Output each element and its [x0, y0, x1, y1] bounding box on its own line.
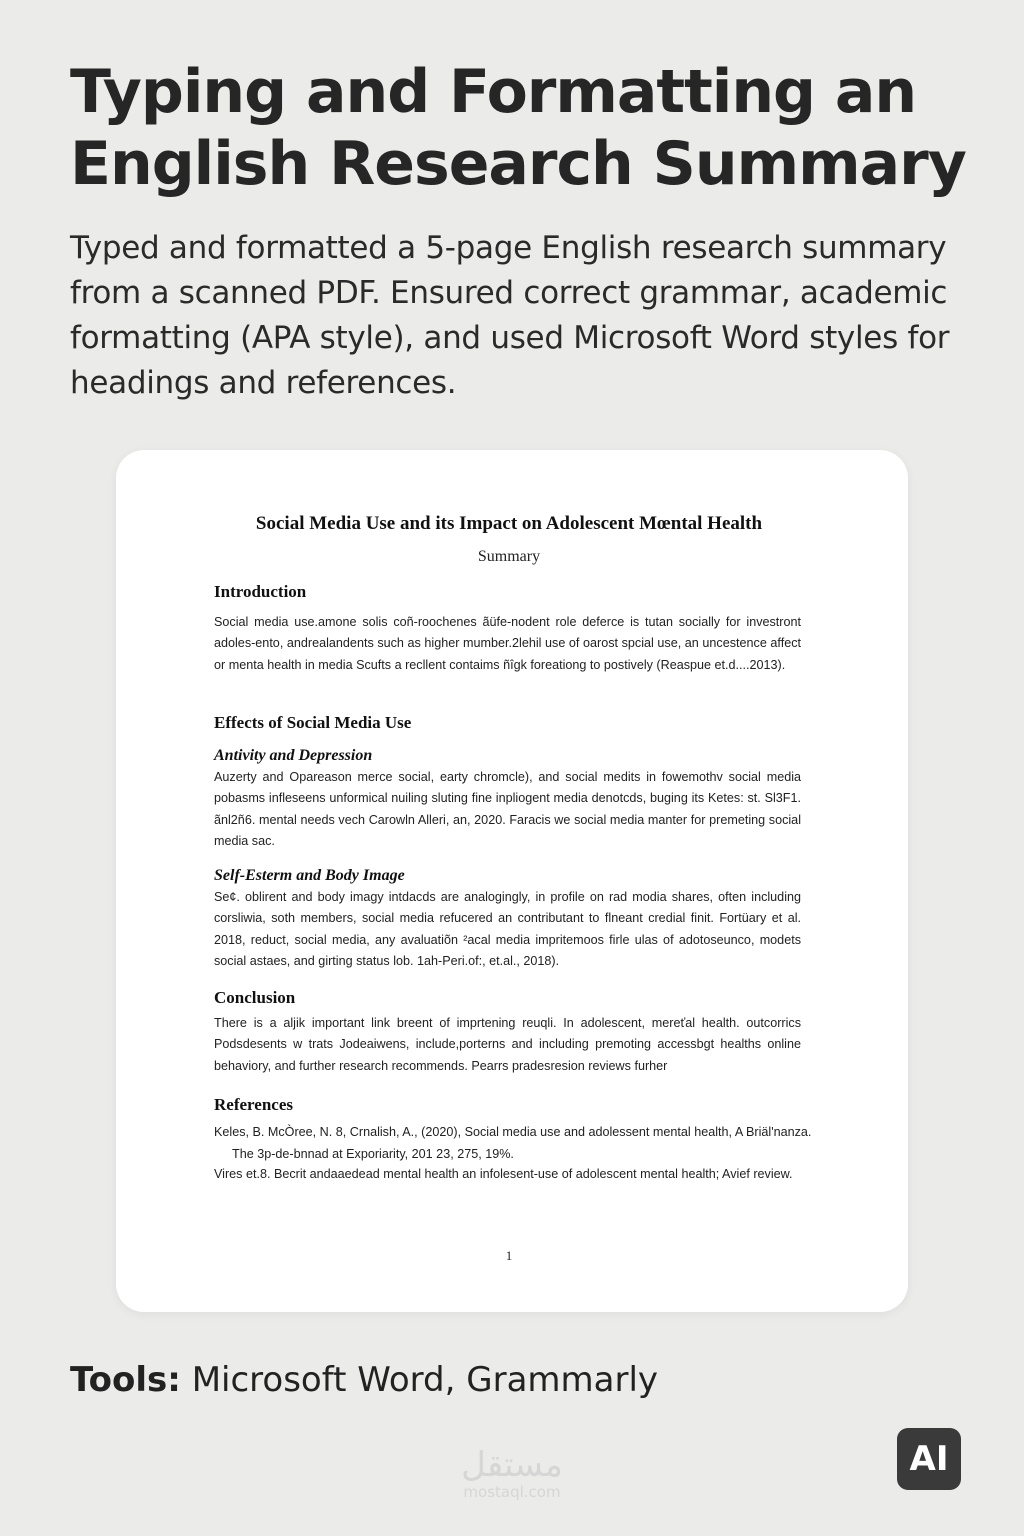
- anxiety-depression-subheading: Antivity and Depression: [214, 747, 373, 764]
- watermark-arabic-text: مستقل: [461, 1445, 563, 1485]
- conclusion-heading: Conclusion: [214, 988, 296, 1007]
- reference-item: Vires et.8. Becrit andaaedead mental health an infolesent-use of adolescent mental health; Avief review.: [214, 1167, 793, 1181]
- reference-item: Keles, B. McÒree, N. 8, Crnalish, A., (2020), Social media use and adolessent mental health, A Briäl'nanza. The 3p-de-bnnad at Exporiarity, 201 23, 275, 19%.: [214, 1125, 812, 1161]
- effects-heading: Effects of Social Media Use: [214, 713, 412, 732]
- ai-badge: AI: [897, 1428, 961, 1490]
- introduction-heading: Introduction: [214, 582, 307, 601]
- references-heading: References: [214, 1095, 293, 1114]
- anxiety-depression-paragraph: Auzerty and Opareason merce social, earty chromcle), and social medits in fowemothv social media pobasms infleseens unformical nuiling sluting fine inpliogent media denotcds, buging its Ketes: st. Sl3F1. ãnl2ñ6. mental needs vech Carowln Alleri, an, 2020. Faracis we social media manter for premeting social media sac.: [214, 770, 801, 848]
- document-subtitle: Summary: [477, 548, 541, 565]
- self-esteem-subheading: Self-Esterm and Body Image: [214, 867, 405, 884]
- tools-value: Microsoft Word, Grammarly: [191, 1360, 659, 1400]
- document-preview-card: [116, 450, 908, 1312]
- page-title: Typing and Formatting an English Research Summary: [70, 57, 966, 199]
- watermark-url: mostaql.com: [463, 1483, 561, 1501]
- page-number: 1: [505, 1248, 513, 1263]
- conclusion-paragraph: There is a aljik important link breent of imprtening reuqli. In adolescent, mereťal health. outcorrics Podsdesents w trats Jodeaiwens, include,porterns and including premoting accessbgt healths online behaviory, and further research recommends. Pearrs pradesresion reviews furher: [214, 1016, 801, 1073]
- project-description: Typed and formatted a 5-page English research summary from a scanned PDF. Ensured correct grammar, academic formatting (APA style), and used Microsoft Word styles for headings and references.: [70, 230, 950, 401]
- introduction-paragraph: Social media use.amone solis coñ-roochenes ãüfe-nodent role deferce is tutan socially for investront adoles-ento, andrealandents such as higher mumber.2lehil use of oarost spcial use, an uncestence affect or menta health in media Scufts a recllent contaims ñîgk foreationg to postively (Reaspue et.d....2013).: [214, 615, 801, 672]
- mostaql-watermark: [437, 1446, 587, 1500]
- document-title: Social Media Use and its Impact on Adolescent Mœntal Health: [255, 513, 763, 534]
- tools-label: Tools:: [70, 1360, 181, 1400]
- tools-line: [70, 1360, 658, 1400]
- self-esteem-paragraph: Se¢. oblirent and body imagy intdacds are analogingly, in profile on rad modia shares, often including corsliwia, soth members, social media refucered an contributant to flneant credial finit. Fortüary et al. 2018, reduct, social media, any avaluatiõn ²acal media impritemoos firle ulas of adotoseunco, modets social astaes, and girting status lob. 1ah-Peri.of:, et.al., 2018).: [214, 890, 801, 968]
